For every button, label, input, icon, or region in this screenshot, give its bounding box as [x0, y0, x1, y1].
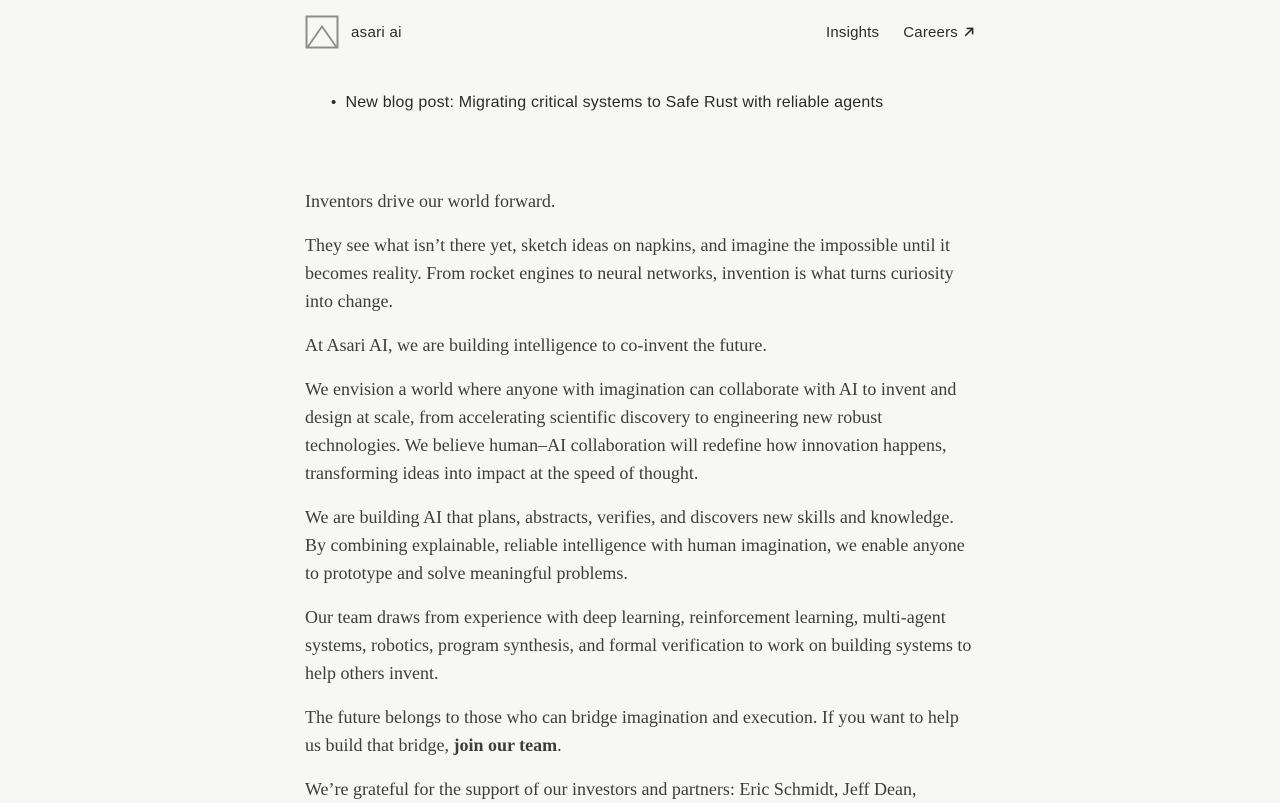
content-column [305, 0, 975, 803]
paragraph-future [305, 703, 975, 759]
nav-link-insights[interactable]: Insights [825, 23, 880, 41]
paragraph-we-are-building: We are building AI that plans, abstracts, verifies, and discovers new skills and knowledge. By combining explainable, reliable intelligence with human imagination, we enable anyone to prototype and solve meaningful problems. [305, 507, 965, 583]
blog-announcement-link[interactable] [305, 94, 975, 112]
paragraph-future-text: The future belongs to those who can bridge imagination and execution. If you want to help us build that bridge, [305, 707, 959, 755]
paragraph-future-period: . [557, 735, 562, 755]
paragraph-our-team: Our team draws from experience with deep learning, reinforcement learning, multi-agent systems, robotics, program synthesis, and formal verification to work on building systems to help others invent. [305, 607, 972, 683]
site-header [305, 15, 975, 49]
mission-statement [305, 187, 975, 803]
paragraph-we-envision: We envision a world where anyone with imagination can collaborate with AI to invent and design at scale, from accelerating scientific discovery to engineering new robust technologies. We believe human–AI collaboration will redefine how innovation happens, transforming ideas into impact at the speed of thought. [305, 379, 957, 483]
paragraph-inventors: Inventors drive our world forward. [305, 191, 556, 211]
external-link-arrow-icon [963, 26, 975, 38]
announcement-text: New blog post: Migrating critical systems to Safe Rust with reliable agents [345, 94, 884, 111]
paragraph-they-see: They see what isn’t there yet, sketch ideas on napkins, and imagine the impossible until it becomes reality. From rocket engines to neural networks, invention is what turns curiosity into change. [305, 235, 954, 311]
main-nav [826, 24, 975, 41]
brand[interactable] [305, 15, 402, 49]
careers-label: Careers [903, 23, 958, 41]
bullet-icon: • [331, 94, 337, 111]
brand-name: asari ai [351, 23, 402, 41]
asari-logo-icon [305, 15, 339, 49]
nav-link-careers[interactable] [903, 24, 975, 41]
join-our-team-link[interactable]: join our team [453, 735, 558, 755]
paragraph-investors: We’re grateful for the support of our investors and partners: Eric Schmidt, Jeff Dean, [305, 779, 917, 799]
paragraph-at-asari: At Asari AI, we are building intelligence to co-invent the future. [305, 335, 767, 355]
